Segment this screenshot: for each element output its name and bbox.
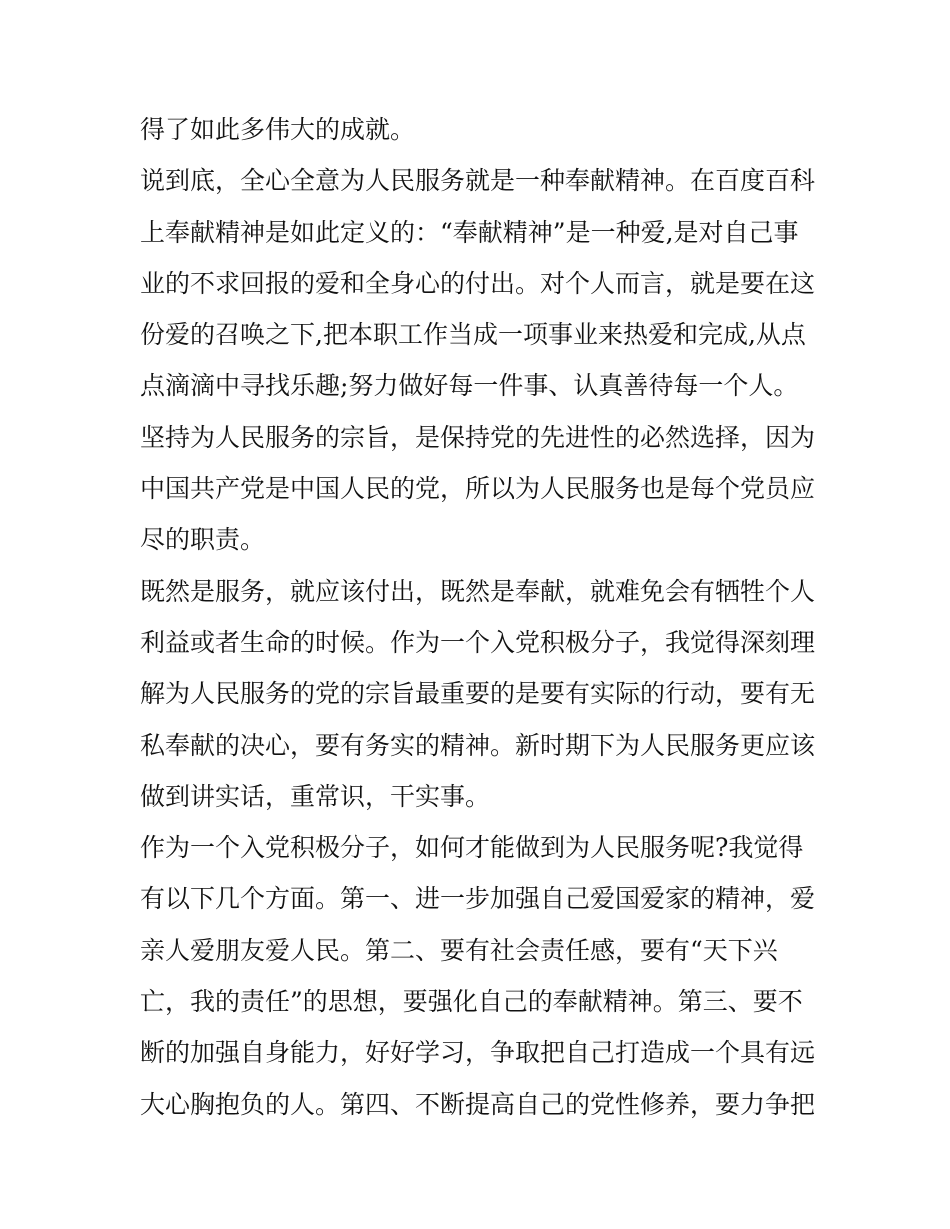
text-line: 中国共产党是中国人民的党，所以为人民服务也是每个党员应	[140, 474, 816, 504]
text-line: 尽的职责。	[140, 525, 266, 555]
text-line: 坚持为人民服务的宗旨，是保持党的先进性的必然选择，因为	[140, 422, 816, 452]
text-line: 解为人民服务的党的宗旨最重要的是要有实际的行动，要有无	[140, 679, 816, 709]
text-line: 业的不求回报的爱和全身心的付出。对个人而言，就是要在这	[140, 268, 816, 298]
text-line: 上奉献精神是如此定义的：“奉献精神”是一种爱,是对自己事	[140, 217, 799, 247]
text-line: 利益或者生命的时候。作为一个入党积极分子，我觉得深刻理	[140, 627, 816, 657]
text-line: 做到讲实话，重常识，干实事。	[140, 781, 491, 811]
text-line: 私奉献的决心，要有务实的精神。新时期下为人民服务更应该	[140, 730, 816, 760]
text-line: 得了如此多伟大的成就。	[140, 115, 416, 144]
text-line: 有以下几个方面。第一、进一步加强自己爱国爱家的精神，爱	[140, 884, 816, 914]
text-line: 作为一个入党积极分子，如何才能做到为人民服务呢?我觉得	[140, 833, 804, 863]
text-line: 断的加强自身能力，好好学习，争取把自己打造成一个具有远	[140, 1038, 816, 1068]
text-line: 份爱的召唤之下,把本职工作当成一项事业来热爱和完成,从点	[140, 320, 806, 350]
text-line: 大心胸抱负的人。第四、不断提高自己的党性修养，要力争把	[140, 1089, 816, 1119]
text-line: 既然是服务，就应该付出，既然是奉献，就难免会有牺牲个人	[140, 576, 816, 606]
text-line: 点滴滴中寻找乐趣;努力做好每一件事、认真善待每一个人。	[140, 371, 799, 401]
text-line: 亲人爱朋友爱人民。第二、要有社会责任感，要有“天下兴	[140, 935, 778, 965]
text-line: 说到底，全心全意为人民服务就是一种奉献精神。在百度百科	[140, 166, 816, 196]
text-line: 亡，我的责任”的思想，要强化自己的奉献精神。第三、要不	[140, 987, 803, 1017]
body-text	[140, 104, 820, 1130]
